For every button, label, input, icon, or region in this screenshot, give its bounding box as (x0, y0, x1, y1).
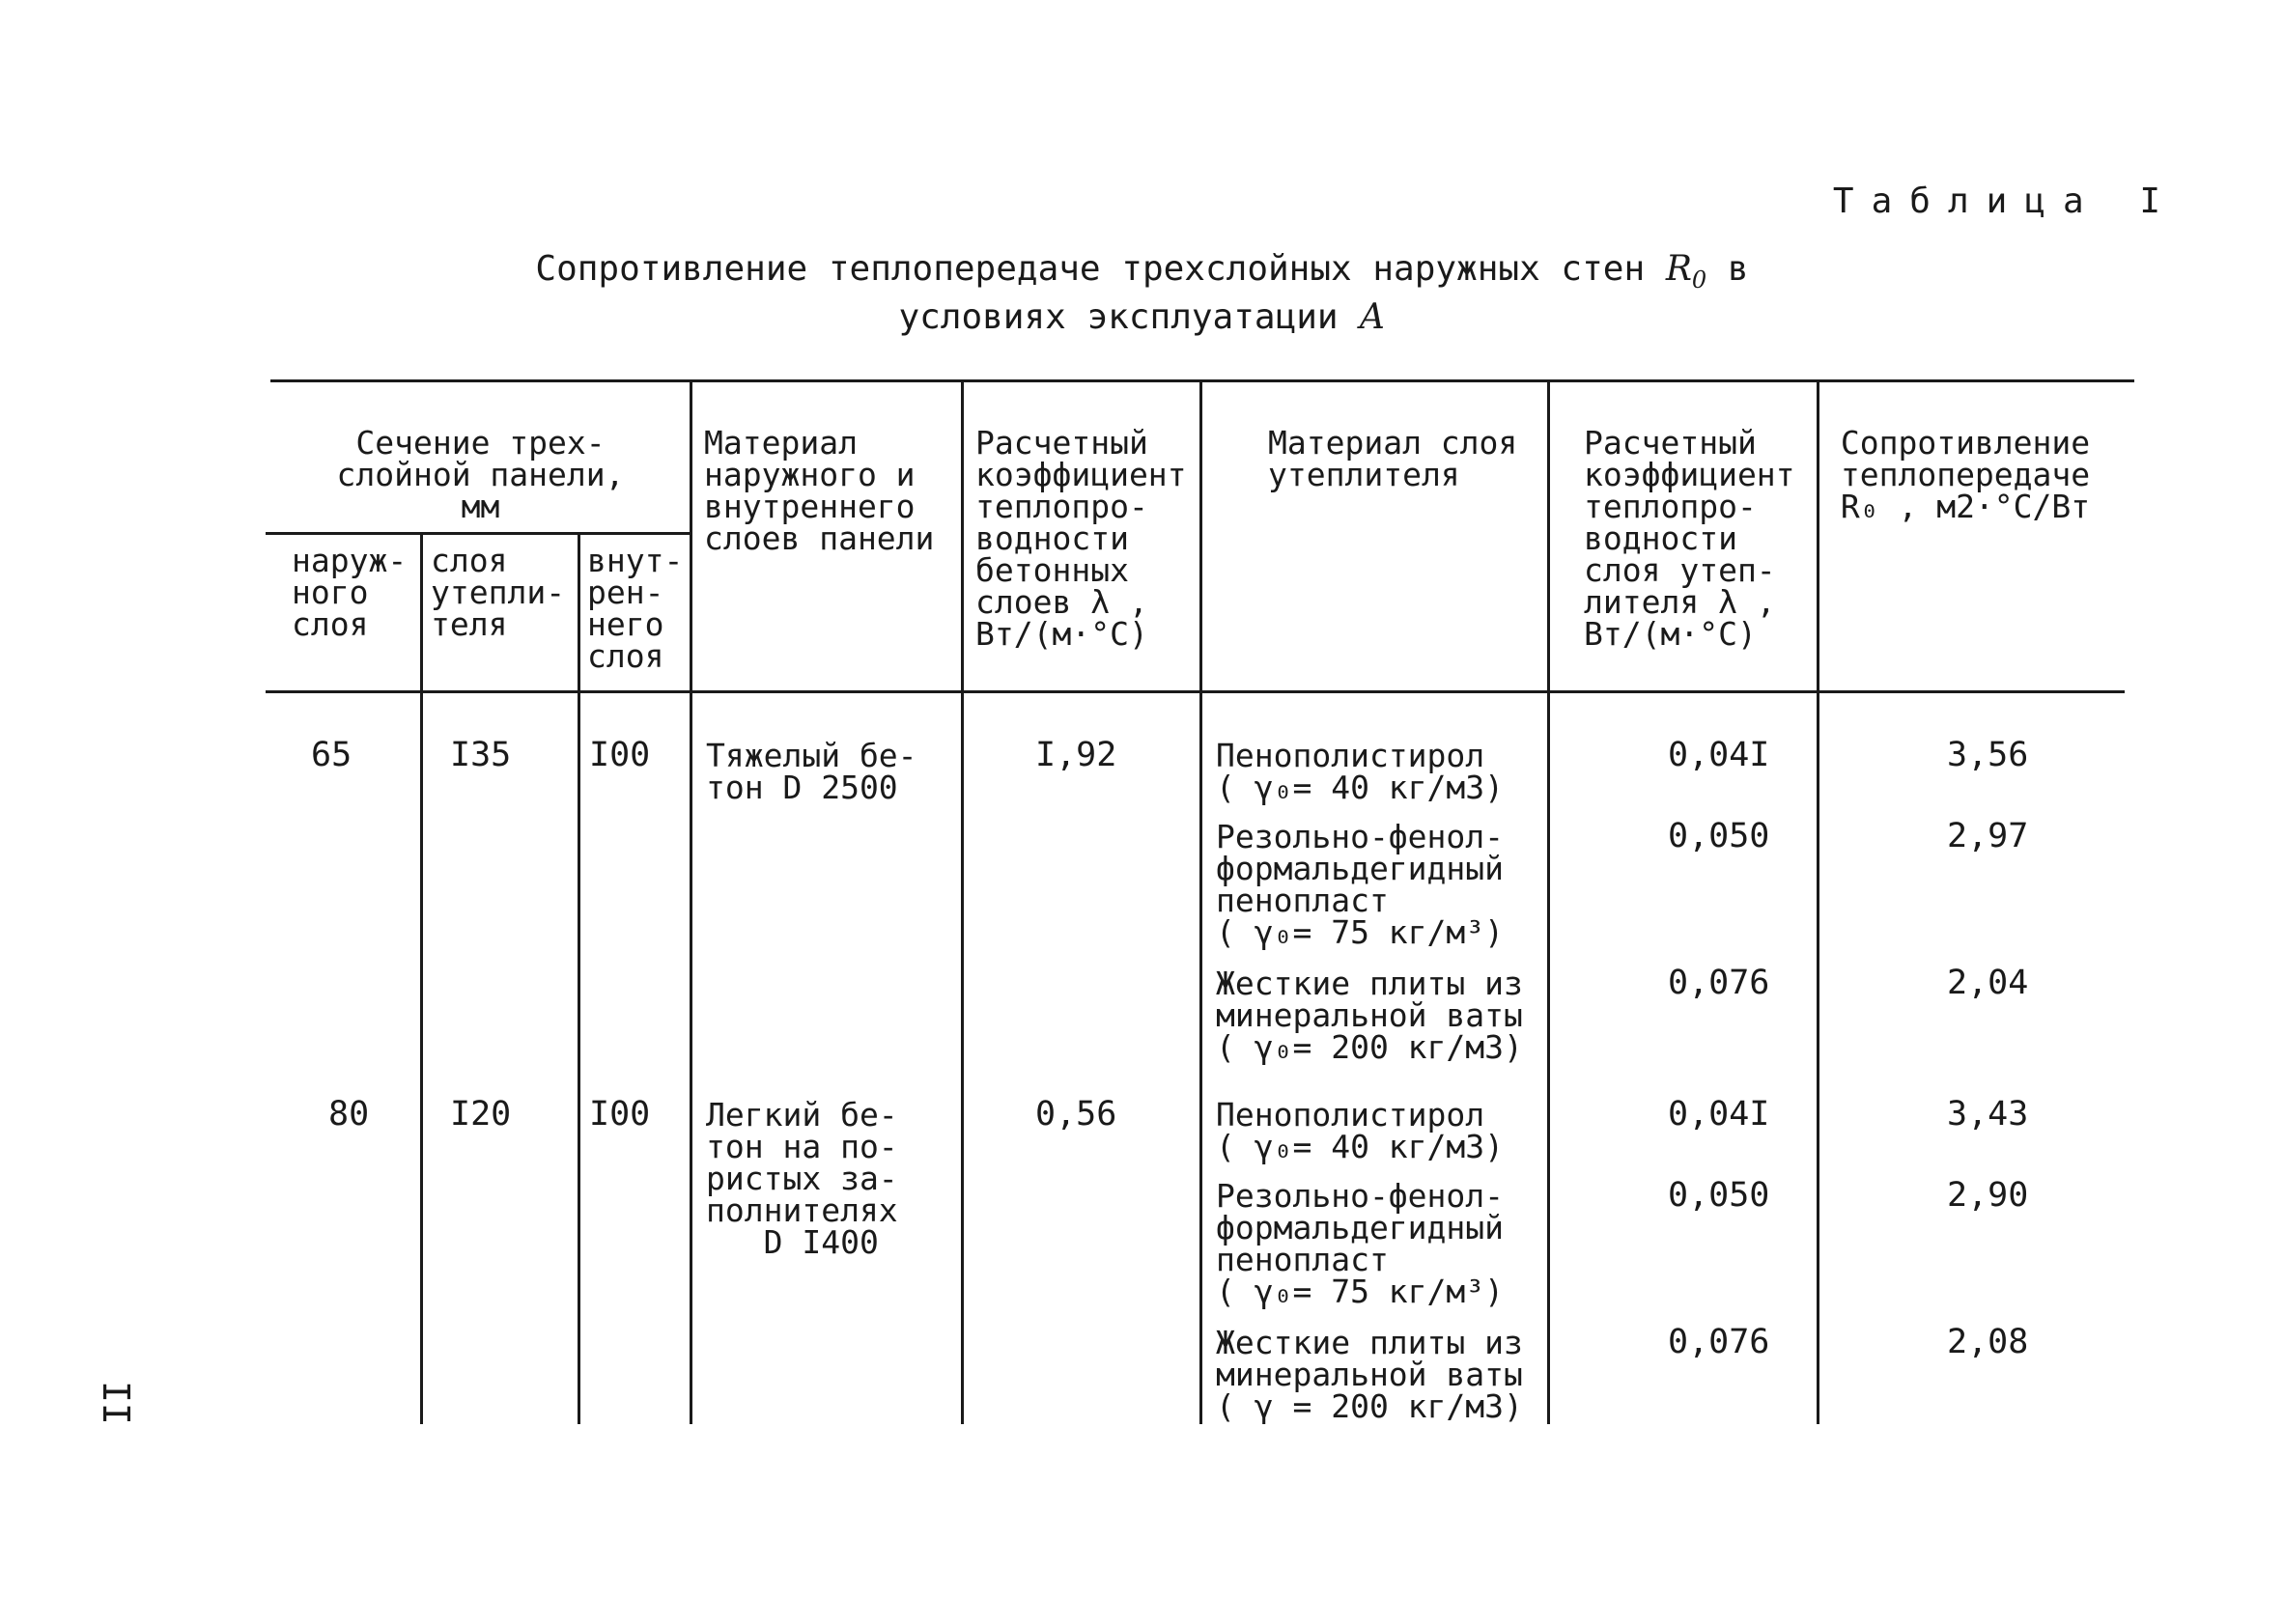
row1-outer-thickness: 65 (311, 736, 352, 774)
header-insulation-layer: слоя утепли- теля (431, 542, 566, 643)
col-divider-section-material (690, 381, 692, 1424)
title-r-subscript: 0 (1691, 266, 1707, 294)
row1-concrete-coefficient: I,92 (1035, 736, 1117, 774)
col-divider-coef-insul (1199, 381, 1202, 1424)
row2-item1-resistance: 3,43 (1947, 1095, 2029, 1134)
col-divider-outer-insul (420, 534, 423, 1424)
row2-item3-resistance: 2,08 (1947, 1323, 2029, 1361)
header-resistance: Сопротивление теплопередаче R₀ , м2·°С/Вт (1840, 424, 2091, 525)
row1-insulation-thickness: I35 (450, 736, 512, 774)
header-bottom-rule (266, 690, 2125, 693)
row1-face-material: Тяжелый бе- тон D 2500 (706, 737, 917, 806)
row1-item2-resistance: 2,97 (1947, 817, 2029, 855)
col-divider-insul-inner (578, 534, 580, 1424)
table-title-line2 (0, 294, 2284, 342)
row2-inner-thickness: I00 (589, 1095, 651, 1134)
header-face-material: Материал наружного и внутреннего слоев панели (704, 424, 935, 557)
col-divider-material-coef (961, 381, 964, 1424)
row2-item2-coefficient: 0,050 (1668, 1176, 1770, 1215)
col-divider-insulcoef-resistance (1817, 381, 1819, 1424)
row2-item2-material: Резольно-фенол- формальдегидный пенопласт ( γ₀= 75 кг/м³) (1216, 1177, 1505, 1310)
row2-item2-resistance: 2,90 (1947, 1176, 2029, 1215)
row2-insulation-thickness: I20 (450, 1095, 512, 1134)
row2-item1-coefficient: 0,04I (1668, 1095, 1770, 1134)
row1-item3-material: Жесткие плиты из минеральной ваты ( γ₀= 200 кг/м3) (1216, 965, 1523, 1066)
header-outer-layer: наруж- ного слоя (292, 542, 408, 643)
title-line1-text: Сопротивление теплопередаче трехслойных наружных стен (535, 249, 1646, 289)
row1-inner-thickness: I00 (589, 736, 651, 774)
title-line1-tail: в (1727, 249, 1749, 289)
header-insulation-material: Материал слоя утеплителя (1268, 424, 1518, 493)
row2-item3-material: Жесткие плиты из минеральной ваты ( γ = 200 кг/м3) (1216, 1324, 1523, 1425)
header-insulation-coefficient: Расчетный коэффициент теплопро- водности слоя утеп- лителя λ , Вт/(м·°С) (1584, 424, 1795, 653)
table-caption: Таблица I (1832, 182, 2178, 221)
row1-item1-resistance: 3,56 (1947, 736, 2029, 774)
col-divider-insul-insulcoef (1547, 381, 1550, 1424)
row2-item3-coefficient: 0,076 (1668, 1323, 1770, 1361)
header-concrete-coefficient: Расчетный коэффициент теплопро- водности бетонных слоев λ , Вт/(м·°С) (975, 424, 1187, 653)
row1-item2-coefficient: 0,050 (1668, 817, 1770, 855)
row2-item1-material: Пенополистирол ( γ₀= 40 кг/м3) (1216, 1096, 1505, 1165)
section-subheader-rule (266, 532, 691, 535)
row1-item1-material: Пенополистирол ( γ₀= 40 кг/м3) (1216, 737, 1505, 806)
title-a-symbol: А (1359, 297, 1386, 337)
row1-item3-resistance: 2,04 (1947, 964, 2029, 1002)
page-number: II (95, 1381, 137, 1425)
row2-outer-thickness: 80 (328, 1095, 370, 1134)
header-section: Сечение трех- слойной панели, мм (336, 424, 625, 525)
title-line2-text: условиях эксплуатации (898, 297, 1339, 337)
row1-item3-coefficient: 0,076 (1668, 964, 1770, 1002)
title-r-symbol: R (1665, 249, 1692, 289)
table-top-rule (270, 379, 2134, 382)
row1-item1-coefficient: 0,04I (1668, 736, 1770, 774)
row2-concrete-coefficient: 0,56 (1035, 1095, 1117, 1134)
header-inner-layer: внут- рен- него слоя (587, 542, 684, 675)
row1-item2-material: Резольно-фенол- формальдегидный пенопласт ( γ₀= 75 кг/м³) (1216, 818, 1505, 951)
row2-face-material: Легкий бе- тон на по- ристых за- полнителях D I400 (706, 1096, 898, 1261)
